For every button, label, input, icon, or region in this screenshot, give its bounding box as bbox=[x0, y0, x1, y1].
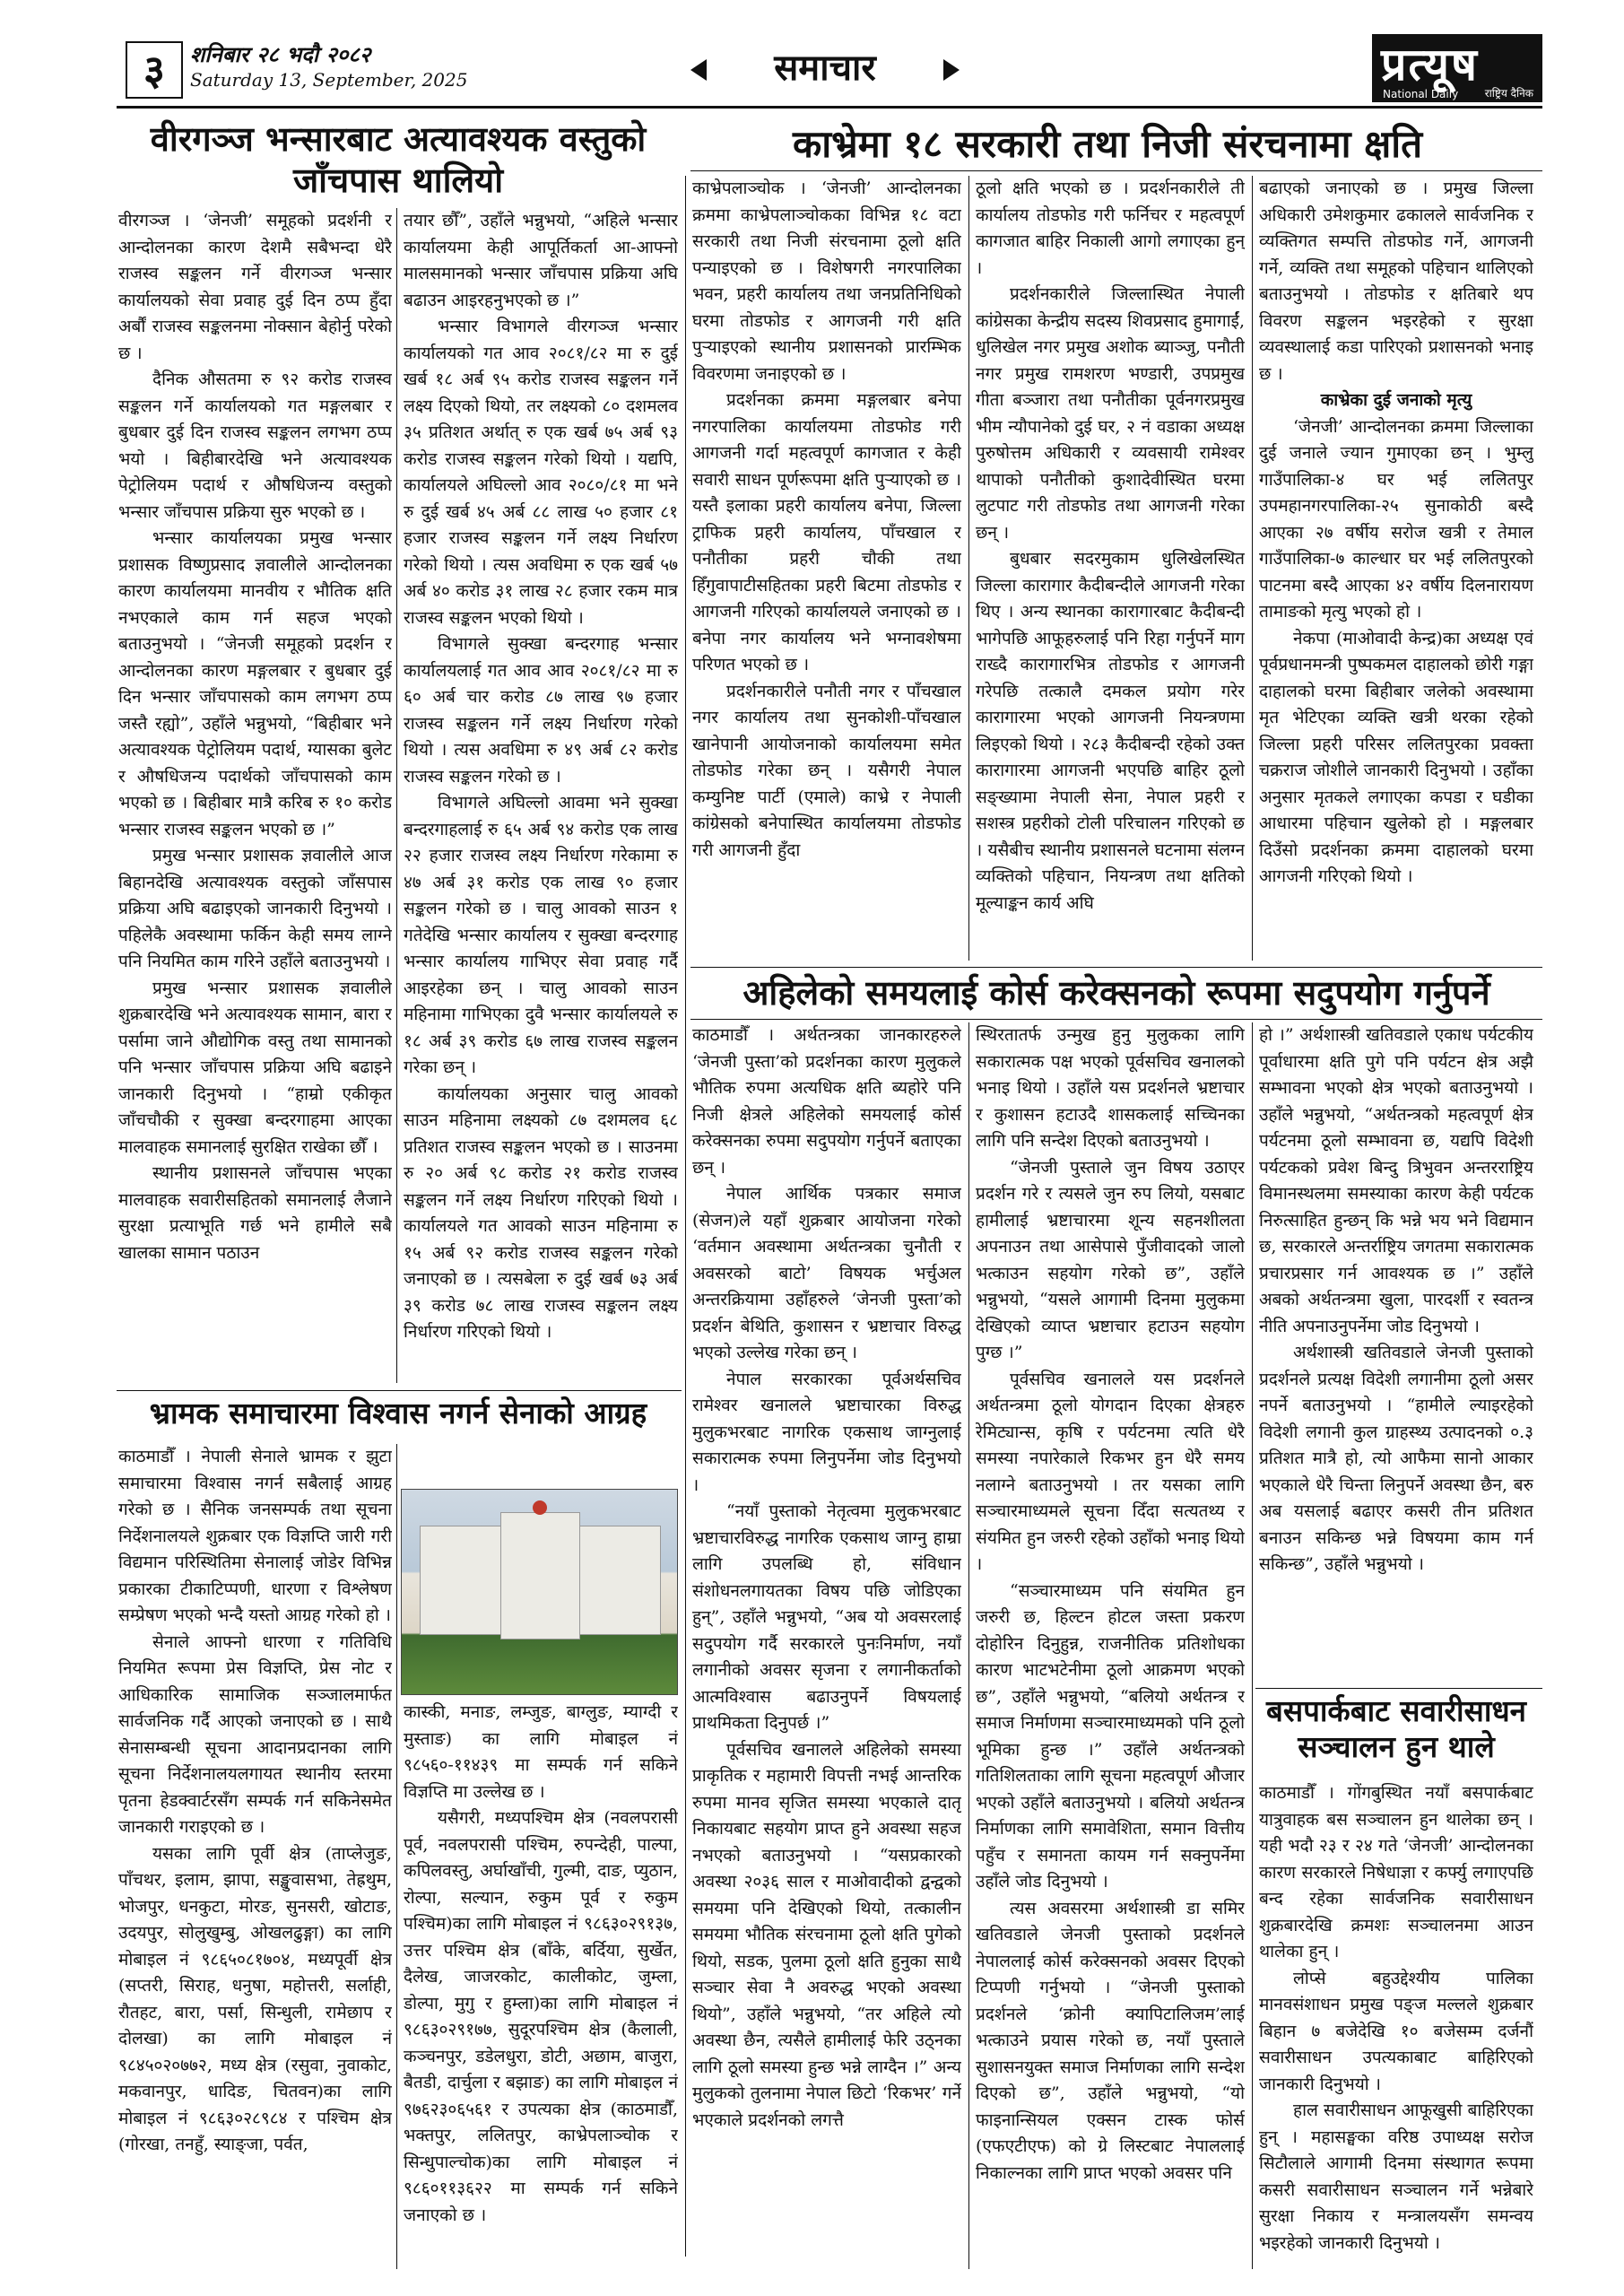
column-rule bbox=[396, 208, 397, 1383]
paragraph: सेनाले आफ्नो धारणा र गतिविधि नियमित रूपमा प्रेस विज्ञप्ति, प्रेस नोट र आधिकारिक सामाजिक सञ्जालमार्फत सार्वजनिक गर्दै आएको जनाएको छ । साथै सेनासम्बन्धी सूचना आदानप्रदानका लागि सूचना निर्देशनालयलगायत स्थानीय स्तरमा पृतना हेडक्वार्टरसँग सम्पर्क गर्न सकिनेसमेत जानकारी गराइएको छ । bbox=[118, 1631, 392, 1837]
paragraph: प्रदर्शनकारीले पनौती नगर र पाँचखाल नगर कार्यालय तथा सुनकोशी-पाँचखाल खानेपानी आयोजनाको कार्यालयमा समेत तोडफोड गरेका छन् । यसैगरी नेपाल कम्युनिष्ट पार्टी (एमाले) काभ्रे र नेपाली कांग्रेसको बनेपास्थित कार्यालयमा तोडफोड गरी आगजनी हुँदा bbox=[692, 681, 961, 860]
paragraph: पूर्वसचिव खनालले यस प्रदर्शनले अर्थतन्त्रमा ठूलो योगदान दिएका क्षेत्रहरु रेमिट्यान्स, कृषि र पर्यटनमा त्यति धेरै समस्या नपारेकाले रिकभर हुन धेरै समय नलाग्ने बताउनुभयो । तर यसका लागि सञ्चारमाध्यमले सूचना दिँदा सत्यतथ्य र संयमित हुन जरुरी रहेको उहाँको भनाइ थियो । bbox=[976, 1369, 1245, 1574]
paragraph: त्यस अवसरमा अर्थशास्त्री डा समिर खतिवडाले जेनजी पुस्ताको प्रदर्शनले नेपाललाई कोर्स करेक्सनको अवसर दिएको टिप्पणी गर्नुभयो । “जेनजी पुस्ताको प्रदर्शनले ‘क्रोनी क्यापिटालिजम’लाई भत्काउने प्रयास गरेको छ, नयाँ पुस्ताले सुशासनयुक्त समाज निर्माणका लागि सन्देश दिएको छ”, उहाँले भन्नुभयो, “यो फाइनान्सियल एक्सन टास्क फोर्स (एफएटीएफ) को ग्रे लिस्टबाट नेपाललाई निकाल्नका लागि प्राप्त भएको अवसर पनि bbox=[976, 1898, 1245, 2183]
paragraph: यसैगरी, मध्यपश्चिम क्षेत्र (नवलपरासी पूर्व, नवलपरासी पश्चिम, रुपन्देही, पाल्पा, कपिलवस्तु, अर्घाखाँची, गुल्मी, दाङ, प्युठान, रोल्पा, सल्यान, रुकुम पूर्व र रुकुम पश्चिम)का लागि मोबाइल नं ९८६३०२९१३७, उत्तर पश्चिम क्षेत्र (बाँके, बर्दिया, सुर्खेत, दैलेख, जाजरकोट, कालीकोट, जुम्ला, डोल्पा, मुगु र हुम्ला)का लागि मोबाइल नं ९८६३०२९१७७, सुदूरपश्चिम क्षेत्र (कैलाली, कञ्चनपुर, डडेलधुरा, डोटी, अछाम, बाजुरा, बैतडी, दार्चुला र बझाङ) का लागि मोबाइल नं ९७६२३०६५६१ र उपत्यका क्षेत्र (काठमाडौँ, भक्तपुर, ललितपुर, काभ्रेपलाञ्चोक र सिन्धुपाल्चोक)का लागि मोबाइल नं ९८६०११३६२२ मा सम्पर्क गर्न सकिने जनाएको छ । bbox=[404, 1808, 678, 2225]
paragraph: पूर्वसचिव खनालले अहिलेको समस्या प्राकृतिक र महामारी विपत्ती नभई आन्तरिक रुपमा मानव सृजित समस्या भएकाले दातृ निकायबाट सहयोग प्राप्त हुने अवस्था सहज नभएको बताउनुभयो । “यसप्रकारको अवस्था २०३६ साल र माओवादीको द्वन्द्वको समयमा पनि देखिएको थियो, तत्कालीन समयमा भौतिक संरचनामा ठूलो क्षति पुगेको थियो, सडक, पुलमा ठूलो क्षति हुनुका साथै सञ्चार सेवा नै अवरुद्ध भएको अवस्था थियो”, उहाँले भन्नुभयो, “तर अहिले त्यो अवस्था छैन, त्यसैले हामीलाई फेरि उठ्नका लागि ठूलो समस्या हुन्छ भन्ने लाग्दैन ।” अन्य मुलुकको तुलनामा नेपाल छिटो ‘रिकभर’ गर्ने भएकाले प्रदर्शनको लगत्तै bbox=[692, 1739, 961, 2130]
headline-bus: बसपार्कबाट सवारीसाधन सञ्चालन हुन थाले bbox=[1265, 1693, 1526, 1764]
paragraph: दैनिक औसतमा रु ९२ करोड राजस्व सङ्कलन गर्ने कार्यालयको गत मङ्गलबार र बुधबार दुई दिन राजस्व सङ्कलन लगभग ठप्प भयो । बिहीबारदेखि भने अत्यावश्यक पेट्रोलियम पदार्थ र औषधिजन्य वस्तुको भन्सार जाँचपास प्रक्रिया सुरु भएको छ । bbox=[118, 370, 392, 522]
article-divider bbox=[690, 967, 1542, 968]
paragraph: लोप्से बहुउद्देश्यीय पालिका मानवसंशाधन प्रमुख पङ्ज मल्लले शुक्रबार बिहान ७ बजेदेखि १० बजेसम्म दर्जनौं सवारीसाधन उपत्यकाबाट बाहिरिएको जानकारी दिनुभयो । bbox=[1259, 1968, 1533, 2094]
headline-rule bbox=[690, 170, 1542, 171]
column-rule bbox=[1252, 1022, 1253, 2269]
logo-subtitle-en: National Daily bbox=[1383, 88, 1459, 100]
kavre-col-1 bbox=[692, 176, 961, 961]
army-col-2 bbox=[404, 1700, 678, 2274]
economy-col-1 bbox=[692, 1022, 961, 2269]
kavre-col-2 bbox=[976, 176, 1245, 961]
page-number: ३ bbox=[126, 41, 183, 99]
paragraph: भन्सार कार्यालयका प्रमुख भन्सार प्रशासक विष्णुप्रसाद ज्ञवालीले आन्दोलनका कारण कार्यालयमा मानवीय र भौतिक क्षति नभएकाले काम गर्न सहज भएको बताउनुभयो । “जेनजी समूहको प्रदर्शन र आन्दोलनका कारण मङ्गलबार र बुधबार दुई दिन भन्सार जाँचपासको काम लगभग ठप्प जस्तै रह्यो”, उहाँले भन्नुभयो, “बिहीबार भने अत्यावश्यक पेट्रोलियम पदार्थ, ग्यासका बुलेट र औषधिजन्य पदार्थको जाँचपासको काम भएको छ । बिहीबार मात्रै करिब रु १० करोड भन्सार राजस्व सङ्कलन भएको छ ।” bbox=[118, 528, 392, 839]
paragraph: अर्थशास्त्री खतिवडाले जेनजी पुस्ताको प्रदर्शनले प्रत्यक्ष विदेशी लगानीमा ठूलो असर नपर्ने बताउनुभयो । “हामीले ल्याइरहेको विदेशी लगानी कुल ग्राहस्थ्य उत्पादनको ०.३ प्रतिशत मात्रै हो, त्यो आफैमा सानो आकार भएकाले धेरै चिन्ता लिनुपर्ने अवस्था छैन, बरु अब यसलाई बढाएर कसरी तीन प्रतिशत बनाउन सकिन्छ भन्ने विषयमा काम गर्न सकिन्छ”, उहाँले भन्नुभयो । bbox=[1259, 1343, 1533, 1574]
bus-col bbox=[1259, 1780, 1533, 2269]
logo-subtitle-np: राष्ट्रिय दैनिक bbox=[1484, 87, 1533, 100]
paragraph: विभागले अघिल्लो आवमा भने सुक्खा बन्दरगाहलाई रु ६५ अर्ब ९४ करोड एक लाख २२ हजार राजस्व लक्ष्य निर्धारण गरेकामा रु ४७ अर्ब ३१ करोड एक लाख ९० हजार सङ्कलन गरेको छ । चालु आवको साउन १ गतेदेखि भन्सार कार्यालय र सुक्खा बन्दरगाह भन्सार कार्यालय गाभिएर सेवा प्रवाह गर्दै आइरहेका छन् । चालु आवको साउन महिनामा गाभिएका दुवै भन्सार कार्यालयले रु १८ अर्ब ३९ करोड ६७ लाख राजस्व सङ्कलन गरेका छन् । bbox=[404, 793, 678, 1077]
paragraph: स्थिरतातर्फ उन्मुख हुनु मुलुकका लागि सकारात्मक पक्ष भएको पूर्वसचिव खनालको भनाइ थियो । उहाँले यस प्रदर्शनले भ्रष्टाचार र कुशासन हटाउदै शासकलाई सच्चिनका लागि पनि सन्देश दिएको बताउनुभयो । bbox=[976, 1025, 1245, 1151]
article-divider bbox=[1255, 1688, 1542, 1689]
economy-col-2 bbox=[976, 1022, 1245, 2269]
paragraph: बढाएको जनाएको छ । प्रमुख जिल्ला अधिकारी उमेशकुमार ढकालले सार्वजनिक र व्यक्तिगत सम्पत्ति तोडफोड गर्ने, आगजनी गर्ने, व्यक्ति तथा समूहको पहिचान थालिएको बताउनुभयो । तोडफोड र क्षतिबारे थप विवरण सङ्कलन भइरहेको र सुरक्षा व्यवस्थालाई कडा पारिएको प्रशासनको भनाइ छ । bbox=[1259, 178, 1533, 384]
birgunj-col-1 bbox=[118, 208, 392, 1383]
paragraph: कास्की, मनाङ, लम्जुङ, बाग्लुङ, म्याग्दी र मुस्ताङ) का लागि मोबाइल नं ९८५६०-११४३९ मा सम्पर्क गर्न सकिने विज्ञप्ति मा उल्लेख छ । bbox=[404, 1702, 678, 1802]
paragraph: प्रमुख भन्सार प्रशासक ज्ञवालीले शुक्रबारदेखि भने अत्यावश्यक सामान, बारा र पर्सामा जाने औद्योगिक वस्तु तथा सामानको पनि भन्सार जाँचपास प्रक्रिया अघि बढाइने जानकारी दिनुभयो । “हाम्रो एकीकृत जाँचचौकी र सुक्खा बन्दरगाहमा आएका मालवाहक समानलाई सुरक्षित राखेका छौँ । bbox=[118, 978, 392, 1157]
paragraph: वीरगञ्ज । ‘जेनजी’ समूहको प्रदर्शनी र आन्दोलनका कारण देशमै सबैभन्दा धेरै राजस्व सङ्कलन गर्ने वीरगञ्ज भन्सार कार्यालयको सेवा प्रवाह दुई दिन ठप्प हुँदा अर्बौं राजस्व सङ्कलनमा नोक्सान बेहोर्नु परेको छ । bbox=[118, 211, 392, 363]
headline-economy: अहिलेको समयलाई कोर्स करेक्सनको रूपमा सदुपयोग गर्नुपर्ने bbox=[743, 972, 1490, 1013]
paragraph: प्रमुख भन्सार प्रशासक ज्ञवालीले आज बिहानदेखि अत्यावश्यक वस्तुको जाँसपास प्रक्रिया अघि बढाइएको जानकारी दिनुभयो । पहिलेकै अवस्थामा फर्किन केही समय लाग्ने पनि नियमित काम गरिने उहाँले बताउनुभयो । bbox=[118, 846, 392, 971]
article-divider bbox=[117, 1390, 682, 1391]
paragraph: हाल सवारीसाधन आफूखुसी बाहिरिएका हुन् । महासङ्घका वरिष्ठ उपाध्यक्ष सरोज सिटौलाले आगामी दिनमा संस्थागत रूपमा कसरी सवारीसाधन सञ्चालन गर्ने भन्नेबारे सुरक्षा निकाय र मन्त्रालयसँग समन्वय भइरहेको जानकारी दिनुभयो । bbox=[1259, 2100, 1533, 2253]
paragraph: यसका लागि पूर्वी क्षेत्र (ताप्लेजुङ, पाँचथर, इलाम, झापा, सङ्खुवासभा, तेह्रथुम, भोजपुर, धनकुटा, मोरङ, सुनसरी, खोटाङ, उदयपुर, सोलुखुम्बु, ओखलढुङ्गा) का लागि मोबाइल नं ९८६५०८१७०४, मध्यपूर्वी क्षेत्र (सप्तरी, सिराह, धनुषा, महोत्तरी, सर्लाही, रौतहट, बारा, पर्सा, सिन्धुली, रामेछाप र दोलखा) का लागि मोबाइल नं ९८४५०२०७७२, मध्य क्षेत्र (रसुवा, नुवाकोट, मकवानपुर, धादिङ, चितवन)का लागि मोबाइल नं ९८६३०२८९८४ र पश्चिम क्षेत्र (गोरखा, तनहुँ, स्याङ्जा, पर्वत, bbox=[118, 1843, 392, 2154]
paragraph: काठमाडौँ । अर्थतन्त्रका जानकारहरुले ‘जेनजी पुस्ता’को प्रदर्शनका कारण मुलुकले भौतिक रुपमा अत्यधिक क्षति ब्यहोरे पनि निजी क्षेत्रले अहिलेको समयलाई कोर्स करेक्सनका रुपमा सदुपयोग गर्नुपर्ने बताएका छन् । bbox=[692, 1025, 961, 1178]
building-tower-shape bbox=[500, 1512, 580, 1639]
paragraph: काठमाडौँ । नेपाली सेनाले भ्रामक र झुटा समाचारमा विश्वास नगर्न सबैलाई आग्रह गरेको छ । सैनिक जनसम्पर्क तथा सूचना निर्देशनालयले शुक्रबार एक विज्ञप्ति जारी गरी विद्यमान परिस्थितिमा सेनालाई जोडेर विभिन्न प्रकारका टीकाटिप्पणी, धारणा र विश्लेषण सम्प्रेषण भएको भन्दै यस्तो आग्रह गरेको हो । bbox=[118, 1447, 392, 1625]
economy-col-3 bbox=[1259, 1022, 1533, 1686]
paragraph: काठमाडौँ । गोंगबुस्थित नयाँ बसपार्कबाट यात्रुवाहक बस सञ्चालन हुन थालेका छन् । यही भदौ २३ र २४ गते ‘जेनजी’ आन्दोलनका कारण सरकारले निषेधाज्ञा र कर्फ्यु लगाएपछि बन्द रहेका सार्वजनिक सवारीसाधन शुक्रबारदेखि क्रमशः सञ्चालनमा आउन थालेका हुन् । bbox=[1259, 1783, 1533, 1961]
paragraph: “नयाँ पुस्ताको नेतृत्वमा मुलुकभरबाट भ्रष्टाचारविरुद्ध नागरिक एकसाथ जाग्नु हाम्रा लागि उपलब्धि हो, संविधान संशोधनलगायतका विषय पछि जोडिएका हुन्”, उहाँले भन्नुभयो, “अब यो अवसरलाई सदुपयोग गर्दै सरकारले पुनःनिर्माण, नयाँ लगानीको अवसर सृजना र लगानीकर्ताको आत्मविश्वास बढाउनुपर्ने विषयलाई प्राथमिकता दिनुपर्छ ।” bbox=[692, 1501, 961, 1733]
arrow-left-icon bbox=[690, 59, 707, 81]
paragraph: हो ।” अर्थशास्त्री खतिवडाले एकाध पर्यटकीय पूर्वाधारमा क्षति पुगे पनि पर्यटन क्षेत्र अझै सम्भावना भएको क्षेत्र भएको बताउनुभयो । उहाँले भन्नुभयो, “अर्थतन्त्रको महत्वपूर्ण क्षेत्र पर्यटनमा ठूलो सम्भावना छ, यद्यपि विदेशी पर्यटकको प्रवेश बिन्दु त्रिभुवन अन्तरराष्ट्रिय विमानस्थलमा समस्याका कारण केही पर्यटक निरुत्साहित हुन्छन् कि भन्ने भय भने विद्यमान छ, सरकारले अन्तर्राष्ट्रिय जगतमा सकारात्मक प्रचारप्रसार गर्न आवश्यक छ ।” उहाँले अबको अर्थतन्त्रमा खुला, पारदर्शी र स्वतन्त्र नीति अपनाउनुपर्नेमा जोड दिनुभयो । bbox=[1259, 1025, 1533, 1336]
arrow-right-icon bbox=[943, 59, 960, 81]
headline-army: भ्रामक समाचारमा विश्वास नगर्न सेनाको आग्रह bbox=[149, 1396, 647, 1431]
army-col-1 bbox=[118, 1444, 392, 2269]
paragraph: नेपाल आर्थिक पत्रकार समाज (सेजन)ले यहाँ शुक्रबार आयोजना गरेको ‘वर्तमान अवस्थामा अर्थतन्त्रका चुनौती र अवसरको बाटो’ विषयक भर्चुअल अन्तरक्रियामा उहाँहरुले ‘जेनजी पुस्ता’को प्रदर्शन बेथिति, कुशासन र भ्रष्टाचार विरुद्ध भएको उल्लेख गरेका छन् । bbox=[692, 1184, 961, 1362]
paragraph: कार्यालयका अनुसार चालु आवको साउन महिनामा लक्ष्यको ८७ दशमलव ६८ प्रतिशत राजस्व सङ्कलन भएको छ । साउनमा रु २० अर्ब ९८ करोड २१ करोड राजस्व सङ्कलन गर्ने लक्ष्य निर्धारण गरिएको थियो । कार्यालयले गत आवको साउन महिनामा रु १५ अर्ब ९२ करोड राजस्व सङ्कलन गरेको जनाएको छ । त्यसबेला रु दुई खर्ब ७३ अर्ब ३९ करोड ७८ लाख राजस्व सङ्कलन लक्ष्य निर्धारण गरिएको थियो । bbox=[404, 1083, 678, 1342]
paragraph: स्थानीय प्रशासनले जाँचपास भएका मालवाहक सवारीसहितको समानलाई लैजाने सुरक्षा प्रत्याभूति गर्छ भने हामीले सबै खालका सामान पठाउन bbox=[118, 1163, 392, 1263]
emblem-icon bbox=[533, 1500, 547, 1515]
paragraph: “सञ्चारमाध्यम पनि संयमित हुन जरुरी छ, हिल्टन होटल जस्ता प्रकरण दोहोरिन दिनुहुन्न, राजनीतिक प्रतिशोधका कारण भाटभटेनीमा ठूलो आक्रमण भएको छ”, उहाँले भन्नुभयो, “बलियो अर्थतन्त्र र समाज निर्माणमा सञ्चारमाध्यमको पनि ठूलो भूमिका हुन्छ ।” उहाँले अर्थतन्त्रको गतिशिलताका लागि सूचना महत्वपूर्ण औजार भएको उहाँले बताउनुभयो । बलियो अर्थतन्त्र निर्माणका लागि समावेशिता, समान वित्तीय पहुँच र समानता कायम गर्न सक्नुपर्नेमा उहाँले जोड दिनुभयो । bbox=[976, 1580, 1245, 1892]
paragraph: तयार छौँ”, उहाँले भन्नुभयो, “अहिले भन्सार कार्यालयमा केही आपूर्तिकर्ता आ-आफ्नो मालसमानको भन्सार जाँचपास प्रक्रिया अघि बढाउन आइरहनुभएको छ ।” bbox=[404, 211, 678, 310]
paragraph: बुधबार सदरमुकाम धुलिखेलस्थित जिल्ला कारागार कैदीबन्दीले आगजनी गरेका थिए । अन्य स्थानका कारागारबाट कैदीबन्दी भागेपछि आफूहरुलाई पनि रिहा गर्नुपर्ने माग राख्दै कारागारभित्र तोडफोड र आगजनी गरेपछि तत्कालै दमकल प्रयोग गरेर कारागारमा भएको आगजनी नियन्त्रणमा लिइएको थियो । २८३ कैदीबन्दी रहेको उक्त कारागारमा आगजनी भएपछि बाहिर ठूलो सङ्ख्यामा नेपाली सेना, नेपाल प्रहरी र सशस्त्र प्रहरीको टोली परिचालन गरिएको छ । यसैबीच स्थानीय प्रशासनले घटनामा संलग्न व्यक्तिको पहिचान, नियन्त्रण तथा क्षतिको मूल्याङ्कन कार्य अघि bbox=[976, 549, 1245, 913]
newspaper-logo bbox=[1372, 34, 1542, 102]
paragraph: “जेनजी पुस्ताले जुन विषय उठाएर प्रदर्शन गरे र त्यसले जुन रुप लियो, यसबाट हामीलाई भ्रष्टाचारमा शून्य सहनशीलता अपनाउन तथा आसेपासे पुँजीवादको जालो भत्काउन सहयोग गरेको छ”, उहाँले भन्नुभयो, “यसले आगामी दिनमा मुलुकमा देखिएको व्याप्त भ्रष्टाचार हटाउन सहयोग पुग्छ ।” bbox=[976, 1157, 1245, 1362]
kavre-col-3 bbox=[1259, 176, 1533, 961]
section-label bbox=[690, 43, 960, 93]
army-headquarters-photo bbox=[401, 1489, 678, 1695]
paragraph: नेपाल सरकारका पूर्वअर्थसचिव रामेश्वर खनालले भ्रष्टाचारका विरुद्ध मुलुकभरबाट नागरिक एकसाथ जाग्नुलाई सकारात्मक रुपमा लिनुपर्नेमा जोड दिनुभयो । bbox=[692, 1369, 961, 1495]
paragraph: ठूलो क्षति भएको छ । प्रदर्शनकारीले ती कार्यालय तोडफोड गरी फर्निचर र महत्वपूर्ण कागजात बाहिर निकाली आगो लगाएका हुन् । bbox=[976, 178, 1245, 278]
date-nepali: शनिबार २८ भदौ २०८२ bbox=[190, 41, 371, 67]
column-rule bbox=[968, 176, 969, 961]
column-rule bbox=[396, 1444, 397, 2269]
paragraph: नेकपा (माओवादी केन्द्र)का अध्यक्ष एवं पूर्वप्रधानमन्त्री पुष्पकमल दाहालको छोरी गङ्गा दाहालको घरमा बिहीबार जलेको अवस्थामा मृत भेटिएका व्यक्ति खत्री थरका रहेको जिल्ला प्रहरी परिसर ललितपुरका प्रवक्ता चक्रराज जोशीले जानकारी दिनुभयो । उहाँका अनुसार मृतकले लगाएका कपडा र घडीका आधारमा पहिचान खुलेको हो । मङ्गलबार दिउँसो प्रदर्शनका क्रममा दाहालको घरमा आगजनी गरिएको थियो । bbox=[1259, 628, 1533, 886]
birgunj-col-2 bbox=[404, 208, 678, 1383]
subheading: काभ्रेका दुई जनाको मृत्यु bbox=[1320, 390, 1472, 410]
masthead bbox=[117, 34, 1542, 109]
date-box bbox=[190, 39, 467, 91]
column-rule bbox=[968, 1022, 969, 2269]
logo-word: प्रत्यूष bbox=[1381, 38, 1479, 91]
paragraph: विभागले सुक्खा बन्दरगाह भन्सार कार्यालयलाई गत आव आव २०८१/८२ मा रु ६० अर्ब चार करोड ८७ लाख ९७ हजार राजस्व सङ्कलन गर्ने लक्ष्य निर्धारण गरेको थियो । त्यस अवधिमा रु ४९ अर्ब ८२ करोड राजस्व सङ्कलन गरेको छ । bbox=[404, 634, 678, 787]
paragraph: काभ्रेपलाञ्चोक । ‘जेनजी’ आन्दोलनका क्रममा काभ्रेपलाञ्चोकका विभिन्न १८ वटा सरकारी तथा निजी संरचनामा ठूलो क्षति पन्याइएको छ । विशेषगरी नगरपालिका भवन, प्रहरी कार्यालय तथा जनप्रतिनिधिको घरमा तोडफोड र आगजनी गरी क्षति पुऱ्याइएको स्थानीय प्रशासनको प्रारम्भिक विवरणमा जनाइएको छ । bbox=[692, 178, 961, 384]
column-rule bbox=[1252, 176, 1253, 961]
headline-kavre: काभ्रेमा १८ सरकारी तथा निजी संरचनामा क्षति bbox=[792, 122, 1423, 166]
paragraph: भन्सार विभागले वीरगञ्ज भन्सार कार्यालयको गत आव २०८१/८२ मा रु दुई खर्ब १८ अर्ब ९५ करोड राजस्व सङ्कलन गर्ने लक्ष्य दिएको थियो, तर लक्ष्यको ८० दशमलव ३५ प्रतिशत अर्थात् रु एक खर्ब ७५ अर्ब ९३ करोड राजस्व सङ्कलन गरेको थियो । यद्यपि, कार्यालयले अघिल्लो आव २०८०/८१ मा भने रु दुई खर्ब ४५ अर्ब ८८ लाख ५० हजार ८१ हजार राजस्व सङ्कलन गर्ने लक्ष्य निर्धारण गरेको थियो । त्यस अवधिमा रु एक खर्ब ५७ अर्ब ४० करोड ३१ लाख २८ हजार रकम मात्र राजस्व सङ्कलन भएको थियो । bbox=[404, 317, 678, 628]
paragraph: प्रदर्शनका क्रममा मङ्गलबार बनेपा नगरपालिका कार्यालयमा तोडफोड गरी आगजनी गर्दा महत्वपूर्ण कागजात र केही सवारी साधन पूर्णरूपमा क्षति पुऱ्याएको छ । यस्तै इलाका प्रहरी कार्यालय बनेपा, जिल्ला ट्राफिक प्रहरी कार्यालय, पाँचखाल र पनौतीका प्रहरी चौकी तथा हिँगुवापाटीसहितका प्रहरी बिटमा तोडफोड र आगजनी गरिएको कार्यालयले जनाएको छ । बनेपा नगर कार्यालय भने भग्नावशेषमा परिणत भएको छ । bbox=[692, 390, 961, 674]
date-english: Saturday 13, September, 2025 bbox=[190, 69, 468, 91]
paragraph: ‘जेनजी’ आन्दोलनका क्रममा जिल्लाका दुई जनाले ज्यान गुमाएका छन् । भुम्लु गाउँपालिका-४ घर भई ललितपुर उपमहानगरपालिका-२५ सुनाकोठी बस्दै आएका २७ वर्षीय सरोज खत्री र तेमाल गाउँपालिका-७ काल्धार घर भई ललितपुरको पाटनमा बस्दै आएका ४२ वर्षीय दिलनारायण तामाङको मृत्यु भएको हो । bbox=[1259, 416, 1533, 622]
headline-birgunj: वीरगञ्ज भन्सारबाट अत्यावश्यक वस्तुको जाँचपास थालियो bbox=[150, 118, 647, 200]
section-rule bbox=[685, 176, 686, 2257]
section-title: समाचार bbox=[774, 47, 876, 89]
paragraph: प्रदर्शनकारीले जिल्लास्थित नेपाली कांग्रेसका केन्द्रीय सदस्य शिवप्रसाद हुमागाईं, धुलिखेल नगर प्रमुख अशोक ब्याञ्जु, पनौती नगर प्रमुख रामशरण भण्डारी, उपप्रमुख गीता बञ्जारा तथा पनौतीका पूर्वनगरप्रमुख भीम न्यौपानेको दुई घर, २ नं वडाका अध्यक्ष पुरुषोत्तम अधिकारी र व्यवसायी रामेश्वर थापाको पनौतीको कुशादेवीस्थित घरमा लुटपाट गरी तोडफोड तथा आगजनी गरेका छन् । bbox=[976, 284, 1245, 543]
headline-rule bbox=[690, 1019, 1542, 1020]
